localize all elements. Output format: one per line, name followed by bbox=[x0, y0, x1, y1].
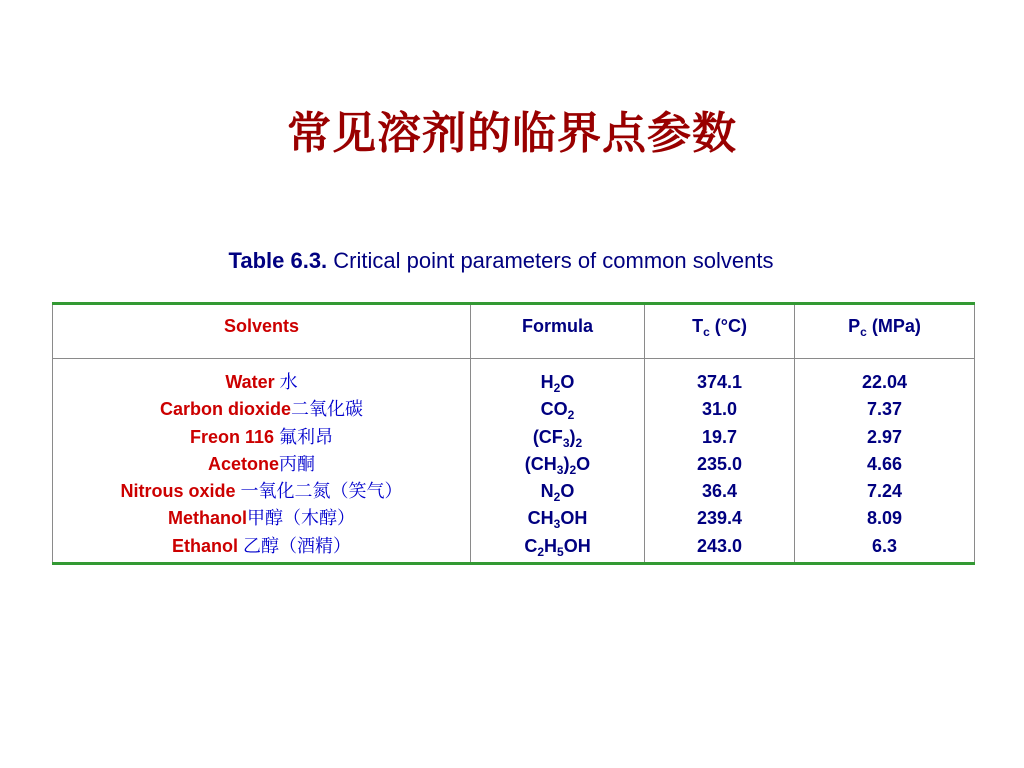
formula-subscript: 2 bbox=[537, 544, 544, 559]
formula-part: H bbox=[540, 372, 554, 392]
caption-label: Table 6.3. bbox=[228, 248, 328, 273]
chemical-formula bbox=[471, 424, 644, 451]
formula-part: N bbox=[540, 481, 554, 502]
header-tc-symbol: T bbox=[692, 316, 704, 336]
chemical-formula bbox=[471, 451, 644, 478]
formula-part: O bbox=[560, 481, 575, 502]
formula-part: (CH bbox=[524, 453, 557, 474]
critical-temperature: 243.0 bbox=[696, 535, 743, 556]
formula-column bbox=[471, 359, 645, 564]
slide-title: 常见溶剂的临界点参数 bbox=[287, 108, 737, 159]
critical-temperature: 239.4 bbox=[696, 508, 743, 529]
header-tc bbox=[645, 304, 795, 359]
solvent-english-name: Water bbox=[225, 372, 280, 392]
header-pc bbox=[795, 304, 975, 359]
formula-subscript: 2 bbox=[567, 408, 575, 423]
critical-pressure: 2.97 bbox=[866, 426, 903, 447]
header-tc-subscript: c bbox=[703, 325, 710, 339]
solvent-english-name: Freon 116 bbox=[189, 426, 280, 447]
solvent-english-name: Methanol bbox=[168, 508, 247, 529]
formula-subscript: 2 bbox=[575, 435, 583, 450]
solvent-name bbox=[53, 396, 470, 423]
solvent-chinese-name: 氟利昂 bbox=[279, 426, 334, 448]
formula-part: O bbox=[560, 372, 575, 392]
formula-part: O bbox=[576, 453, 591, 474]
formula-part: OH bbox=[563, 535, 591, 556]
solvent-name bbox=[53, 533, 470, 560]
solvent-name bbox=[53, 451, 470, 478]
critical-pressure: 22.04 bbox=[861, 372, 908, 392]
solvent-name bbox=[53, 478, 470, 505]
critical-point-table bbox=[52, 302, 975, 565]
pc-column bbox=[795, 359, 975, 564]
solvent-chinese-name: 丙酮 bbox=[279, 453, 315, 475]
table-data-row bbox=[53, 359, 975, 564]
header-solvents: Solvents bbox=[53, 304, 471, 359]
formula-subscript: 2 bbox=[569, 462, 577, 477]
formula-part: CH bbox=[527, 508, 554, 529]
solvents-column bbox=[53, 359, 471, 564]
critical-temperature: 235.0 bbox=[696, 453, 743, 474]
solvent-chinese-name: 甲醇（木醇） bbox=[247, 508, 355, 530]
critical-pressure: 7.37 bbox=[866, 399, 903, 420]
formula-part: (CF bbox=[532, 426, 563, 447]
solvent-english-name: Carbon dioxide bbox=[159, 399, 291, 420]
header-formula: Formula bbox=[471, 304, 645, 359]
formula-subscript: 2 bbox=[553, 381, 561, 395]
formula-part: C bbox=[524, 535, 538, 556]
critical-pressure: 7.24 bbox=[866, 481, 903, 502]
chemical-formula bbox=[471, 533, 644, 560]
solvent-name bbox=[53, 505, 470, 532]
formula-part: CO bbox=[540, 399, 568, 420]
critical-pressure: 6.3 bbox=[871, 535, 898, 556]
table-header-row bbox=[53, 304, 975, 359]
solvent-english-name: Nitrous oxide bbox=[120, 481, 241, 502]
formula-subscript: 3 bbox=[553, 517, 561, 532]
header-pc-symbol: P bbox=[848, 316, 861, 336]
header-pc-unit: (MPa) bbox=[866, 316, 921, 336]
formula-part: H bbox=[544, 535, 557, 556]
chemical-formula bbox=[471, 369, 644, 396]
critical-temperature: 374.1 bbox=[696, 372, 743, 392]
chemical-formula bbox=[471, 505, 644, 532]
critical-temperature: 31.0 bbox=[701, 399, 738, 420]
critical-temperature: 36.4 bbox=[701, 481, 738, 502]
chemical-formula bbox=[471, 396, 644, 423]
formula-subscript: 3 bbox=[562, 435, 570, 450]
solvent-english-name: Ethanol bbox=[172, 535, 243, 556]
formula-part: OH bbox=[560, 508, 588, 529]
critical-pressure: 8.09 bbox=[866, 508, 903, 529]
formula-subscript: 3 bbox=[556, 462, 564, 477]
table-caption bbox=[0, 246, 1002, 276]
critical-pressure: 4.66 bbox=[866, 453, 903, 474]
solvent-chinese-name: 乙醇（酒精） bbox=[243, 535, 351, 557]
solvent-chinese-name: 二氧化碳 bbox=[291, 399, 363, 421]
solvent-name bbox=[53, 369, 470, 396]
solvent-chinese-name: 一氧化二氮（笑气） bbox=[240, 481, 403, 503]
solvent-name bbox=[53, 424, 470, 451]
formula-part: ) bbox=[569, 426, 576, 447]
tc-column bbox=[645, 359, 795, 564]
solvent-english-name: Acetone bbox=[207, 453, 279, 474]
formula-part: ) bbox=[563, 453, 570, 474]
chemical-formula bbox=[471, 478, 644, 505]
header-tc-unit: (°C) bbox=[709, 316, 747, 336]
critical-temperature: 19.7 bbox=[701, 426, 738, 447]
solvent-chinese-name: 水 bbox=[279, 372, 298, 393]
header-pc-subscript: c bbox=[860, 325, 867, 339]
formula-subscript: 5 bbox=[557, 544, 564, 559]
formula-subscript: 2 bbox=[553, 490, 561, 505]
caption-text: Critical point parameters of common solvents bbox=[327, 248, 774, 273]
